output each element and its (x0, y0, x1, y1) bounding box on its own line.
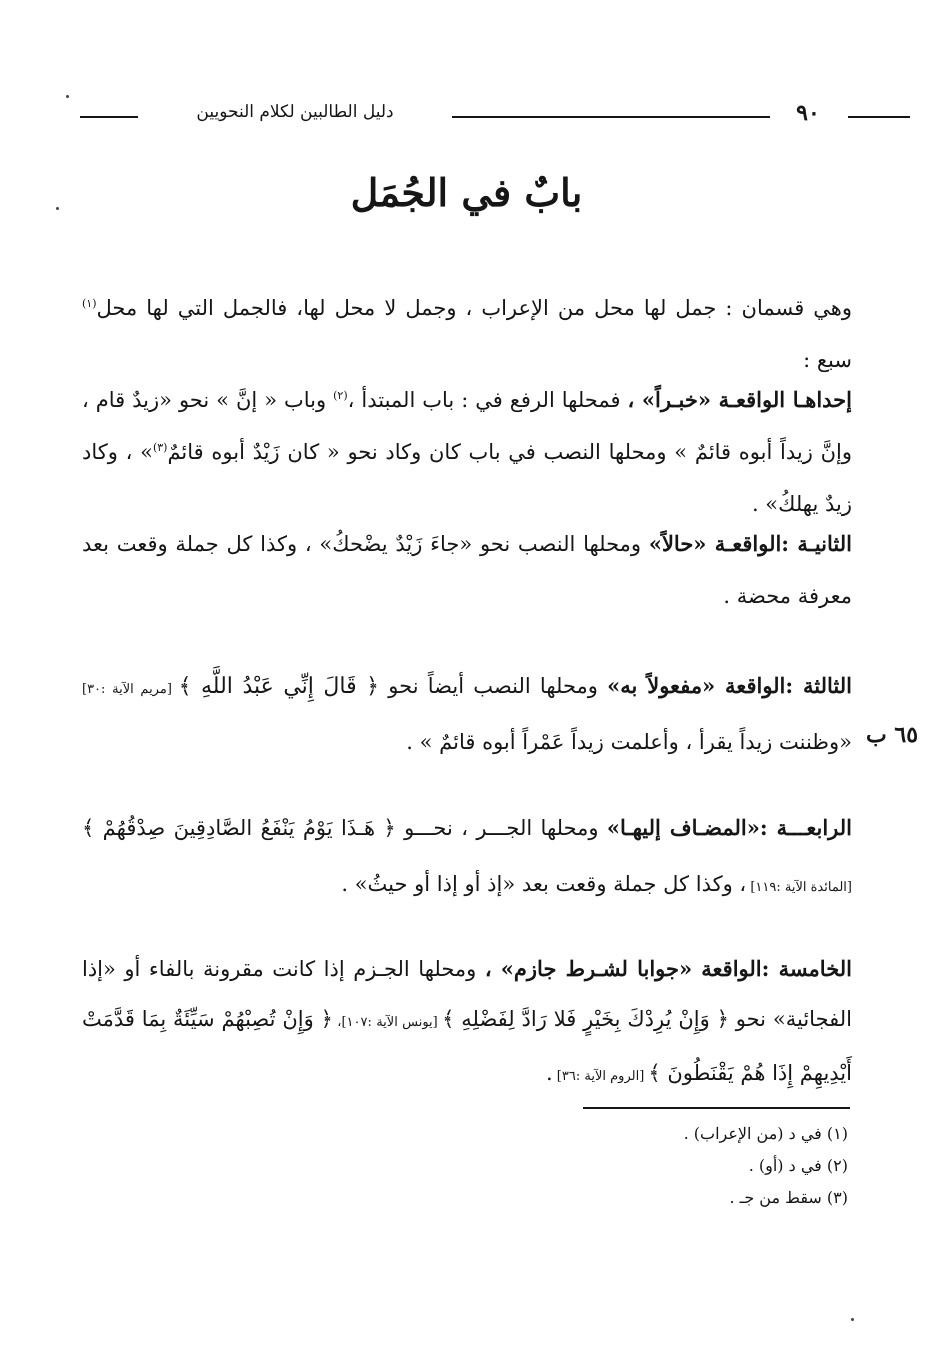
page-header (80, 100, 850, 130)
paragraph-fourth (82, 802, 852, 914)
running-title: دليل الطالبين لكلام النحويين (196, 102, 394, 122)
paragraph-second (82, 518, 852, 622)
paragraph-fifth (82, 944, 852, 1102)
verse-reference-maidah: [المائدة الآية :١١٩] (746, 880, 852, 895)
quran-quote-maryam: ﴿ قَالَ إِنِّي عَبْدُ اللَّهِ ﴾ (178, 674, 380, 699)
quran-quote-rum: ﴿ وَإِنْ تُصِبْهُمْ سَيِّئَةٌ بِمَا قَدَّمَتْ أَيْدِيهِمْ إِذَا هُمْ يَقْنَطُونَ ﴾ (82, 1007, 852, 1085)
footnote-marker-1: (١) (82, 297, 97, 310)
margin-folio-note: ٦٥ ب (866, 722, 919, 748)
first-text-c: » ، وكاد زيدٌ يهلكُ» . (82, 440, 852, 516)
first-text-b: وباب « إنَّ » نحو «زيدٌ قام ، وإنَّ زيداً أبوه قائمٌ » ومحلها النصب في باب كان وكاد نحو « كان زَيْدٌ أبوه قائمٌ (82, 388, 852, 464)
verse-reference-maryam: [مريم الآية :٣٠] (82, 682, 179, 697)
fourth-text-a: ومحلها الجـــر ، نحـــو (395, 816, 607, 840)
third-text-b: «وظننت زيداً يقرأ ، وأعلمت زيداً عَمْراً أبوه قائمٌ » . (406, 730, 852, 754)
fifth-text-end: . (545, 1061, 553, 1085)
paragraph-intro (82, 282, 852, 386)
footnote-marker-2: (٢) (333, 389, 348, 402)
chapter-title: بابٌ في الجُمَل (350, 170, 583, 215)
footnotes (560, 1118, 848, 1214)
fourth-heading: الرابعـــة :«المضـاف إليهـا» (606, 815, 852, 840)
fifth-text-a: ومحلها الجـزم إذا كانت مقرونة بالفاء أو «إذا الفجائية» نحو (82, 957, 852, 1031)
second-heading: الثانيـة :الواقعـة «حالاً» (648, 531, 852, 556)
footnote-3: (٣) سقط من جـ . (729, 1188, 848, 1207)
quran-quote-maidah: ﴿ هَـذَا يَوْمُ يَنْفَعُ الصَّادِقِينَ صِدْقُهُمْ ﴾ (82, 816, 396, 840)
first-heading: إحداهـا الواقعـة «خبـراً» ، (627, 387, 852, 412)
footnote-separator (583, 1107, 850, 1109)
header-rule-left (80, 116, 138, 118)
intro-text-end: سبع : (803, 348, 852, 372)
footnote-2: (٢) في د (أو) . (748, 1156, 848, 1175)
footnote-1: (١) في د (من الإعراب) . (683, 1124, 848, 1143)
scan-speck (851, 1318, 854, 1321)
quran-quote-yunus: ﴿ وَإِنْ يُرِدْكَ بِخَيْرٍ فَلا رَادَّ لِفَضْلِهِ ﴾ (442, 1007, 729, 1031)
fifth-heading: الخامسة :الواقعة «جوابا لشـرط جازم» ، (484, 956, 852, 981)
third-heading: الثالثة :الواقعة «مفعولاً به» (607, 673, 852, 698)
intro-text: وهي قسمان : جمل لها محل من الإعراب ، وجمل لا محل لها، فالجمل التي لها محل (96, 296, 852, 320)
verse-reference-yunus: [يونس الآية :١٠٧]، (332, 1015, 443, 1030)
header-rule-middle (452, 116, 770, 118)
header-rule-right (848, 116, 910, 118)
fourth-text-b: ، وكذا كل جملة وقعت بعد «إذ أو إذا أو حيثُ» . (341, 872, 747, 896)
scan-speck (66, 95, 69, 98)
footnote-marker-3: (٣) (152, 441, 168, 454)
page-number: ٩٠ (796, 100, 820, 126)
scan-speck (56, 207, 59, 210)
third-text-a: ومحلها النصب أيضاً نحو (379, 674, 608, 698)
first-text-a: فمحلها الرفع في : باب المبتدأ ، (347, 388, 628, 412)
second-text: ومحلها النصب نحو «جاءَ زَيْدٌ يضْحكُ» ، وكذا كل جملة وقعت بعد معرفة محضة . (82, 532, 852, 608)
verse-reference-rum: [الروم الآية :٣٦] (552, 1069, 649, 1084)
paragraph-first (82, 374, 852, 530)
paragraph-third (82, 660, 852, 768)
